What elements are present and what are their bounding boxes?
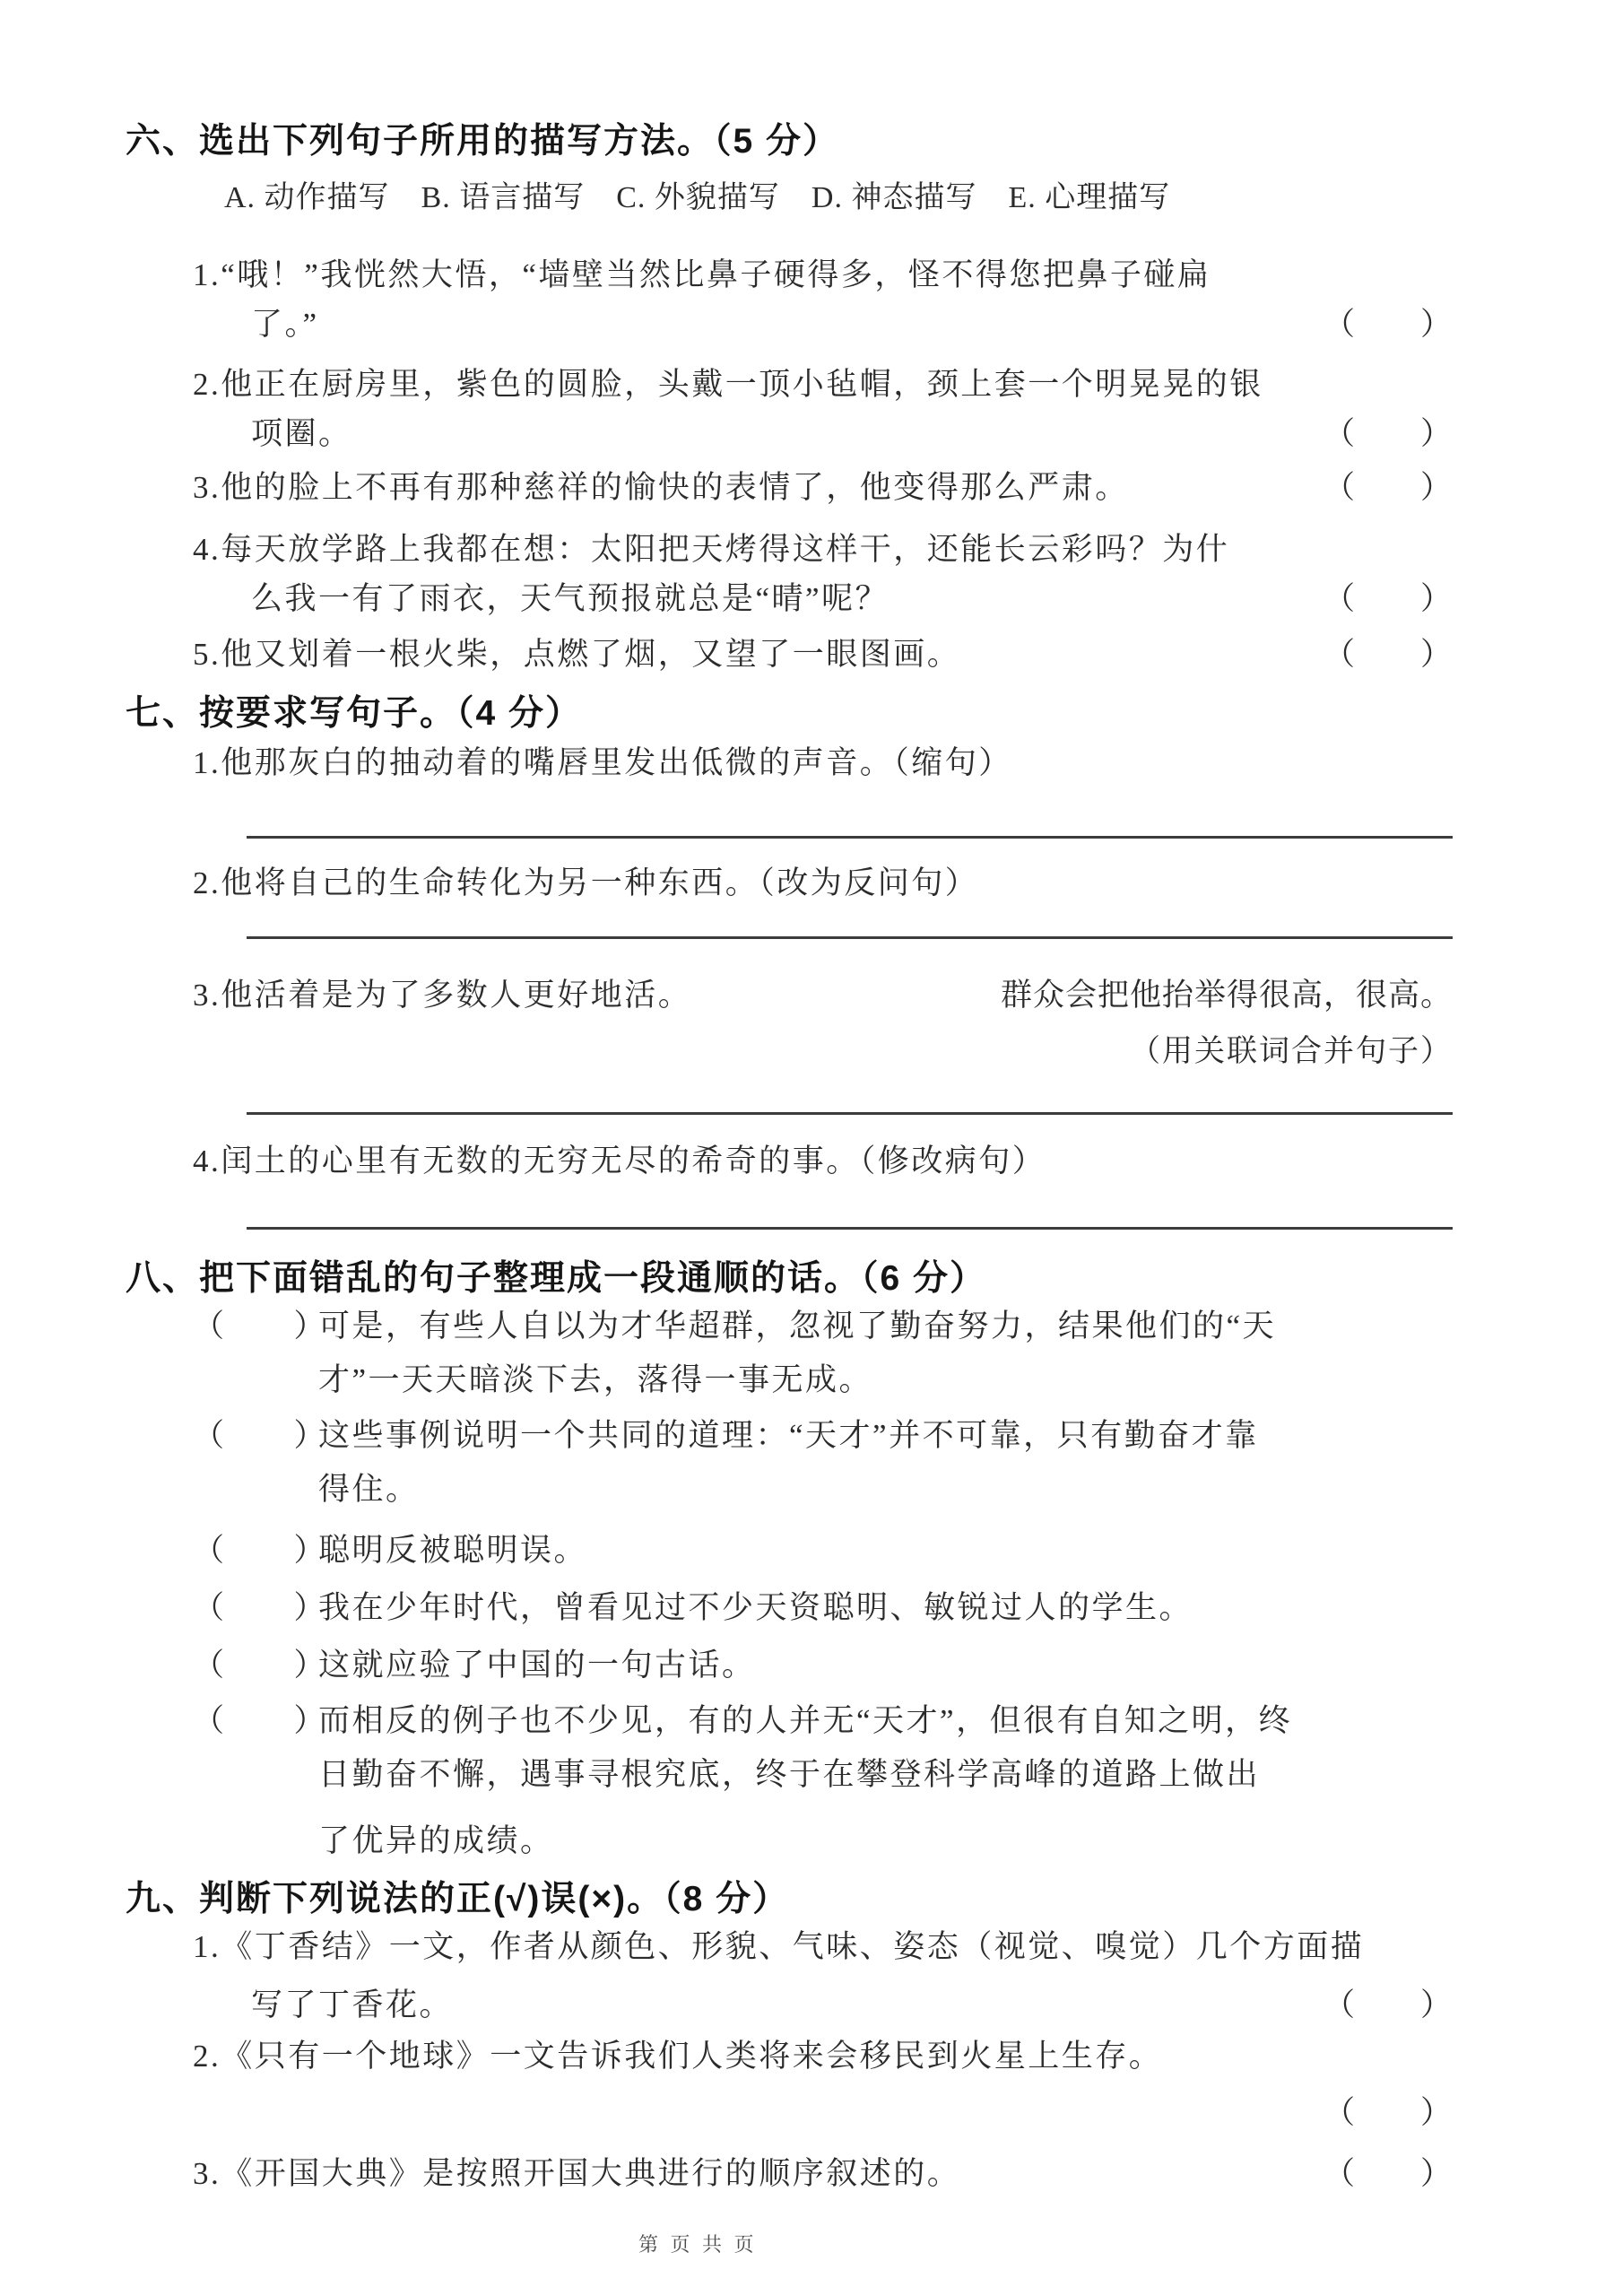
- answer-bracket: （ ）: [1323, 416, 1453, 451]
- section-8-title: 八、把下面错乱的句子整理成一段通顺的话。（6 分）: [126, 1259, 987, 1298]
- order-bracket: （ ）: [193, 1418, 328, 1453]
- section-8-item-6-line-1: 而相反的例子也不少见，有的人并无“天才”，但很有自知之明，终: [318, 1703, 1293, 1738]
- order-bracket: （ ）: [193, 1648, 328, 1683]
- section-6-item-2-line-2: [251, 409, 1453, 450]
- answer-bracket: （ ）: [1323, 2156, 1453, 2191]
- section-6-title: 六、选出下列句子所用的描写方法。（5 分）: [126, 122, 840, 161]
- item-text-2: 群众会把他抬举得很高，很高。: [1000, 978, 1453, 1013]
- footer-page-label: 第 页 共 页: [638, 2233, 758, 2256]
- order-bracket: （ ）: [193, 1590, 328, 1625]
- section-6-item-5: [193, 630, 1453, 671]
- section-9-item-1-line-2: [251, 1980, 1453, 2022]
- section-9-item-1-line-1: 1.《丁香结》一文，作者从颜色、形貌、气味、姿态（视觉、嗅觉）几个方面描: [193, 1929, 1365, 1964]
- section-6-item-3: [193, 463, 1453, 504]
- section-6-options: A. 动作描写 B. 语言描写 C. 外貌描写 D. 神态描写 E. 心理描写: [224, 181, 1171, 214]
- section-7-question-2: 2.他将自己的生命转化为另一种东西。（改为反问句）: [193, 865, 979, 900]
- section-8-item-6-line-3: 了优异的成绩。: [318, 1823, 554, 1858]
- answer-bracket: （ ）: [1323, 470, 1453, 505]
- section-7-title: 七、按要求写句子。（4 分）: [126, 694, 583, 733]
- section-9-item-3: [193, 2149, 1453, 2190]
- section-8-item-2-line-2: 得住。: [318, 1472, 420, 1507]
- answer-bracket: （ ）: [1323, 307, 1453, 342]
- item-text: 3.他活着是为了多数人更好地活。: [193, 978, 692, 1013]
- answer-bracket: （ ）: [1323, 2095, 1453, 2130]
- section-9-item-2-bracket-line: [251, 2088, 1453, 2129]
- answer-bracket: （ ）: [1323, 1987, 1453, 2022]
- section-6-item-2-line-1: 2.他正在厨房里，紫色的圆脸，头戴一顶小毡帽，颈上套一个明晃晃的银: [193, 367, 1263, 402]
- item-text: 3.《开国大典》是按照开国大典进行的顺序叙述的。: [193, 2156, 961, 2191]
- answer-bracket: （ ）: [1323, 637, 1453, 672]
- order-bracket: （ ）: [193, 1309, 328, 1344]
- item-text: 么我一有了雨衣，天气预报就总是“晴”呢？: [251, 581, 890, 616]
- answer-writing-line: [247, 936, 1453, 939]
- section-8-item-3: 聪明反被聪明误。: [318, 1533, 588, 1568]
- section-8-item-1-line-1: 可是，有些人自以为才华超群，忽视了勤奋努力，结果他们的“天: [318, 1309, 1277, 1344]
- section-9-title: 九、判断下列说法的正(√)误(×)。（8 分）: [126, 1880, 790, 1918]
- section-6-item-1-line-1: 1.“哦！”我恍然大悟，“墙壁当然比鼻子硬得多，怪不得您把鼻子碰扁: [193, 257, 1211, 292]
- item-text: 写了丁香花。: [251, 1987, 454, 2022]
- answer-writing-line: [247, 1112, 1453, 1115]
- section-9-item-2: 2.《只有一个地球》一文告诉我们人类将来会移民到火星上生存。: [193, 2039, 1163, 2074]
- section-8-item-4: 我在少年时代，曾看见过不少天资聪明、敏锐过人的学生。: [318, 1590, 1193, 1625]
- item-text: 项圈。: [251, 416, 352, 451]
- order-bracket: （ ）: [193, 1533, 328, 1568]
- section-8-item-5: 这就应验了中国的一句古话。: [318, 1648, 756, 1683]
- section-6-item-1-line-2: [251, 300, 1453, 341]
- section-8-item-2-line-1: 这些事例说明一个共同的道理：“天才”并不可靠，只有勤奋才靠: [318, 1418, 1259, 1453]
- answer-bracket: （ ）: [1323, 581, 1453, 616]
- answer-writing-line: [247, 836, 1453, 839]
- answer-writing-line: [247, 1227, 1453, 1230]
- item-text: 了。”: [251, 307, 319, 342]
- section-6-item-4-line-1: 4.每天放学路上我都在想：太阳把天烤得这样干，还能长云彩吗？为什: [193, 532, 1230, 567]
- section-7-question-1: 1.他那灰白的抽动着的嘴唇里发出低微的声音。（缩句）: [193, 745, 1012, 780]
- item-text: 5.他又划着一根火柴，点燃了烟，又望了一眼图画。: [193, 637, 961, 672]
- section-8-item-6-line-2: 日勤奋不懈，遇事寻根究底，终于在攀登科学高峰的道路上做出: [318, 1757, 1261, 1792]
- section-7-question-3-note: （用关联词合并句子）: [1130, 1035, 1453, 1068]
- section-8-item-1-line-2: 才”一天天暗淡下去，落得一事无成。: [318, 1362, 873, 1397]
- section-6-item-4-line-2: [251, 574, 1453, 615]
- order-bracket: （ ）: [193, 1703, 328, 1738]
- section-7-question-4: 4.闰土的心里有无数的无穷无尽的希奇的事。（修改病句）: [193, 1144, 1046, 1178]
- section-7-question-3: [193, 970, 1453, 1012]
- item-text: 3.他的脸上不再有那种慈祥的愉快的表情了，他变得那么严肃。: [193, 470, 1129, 505]
